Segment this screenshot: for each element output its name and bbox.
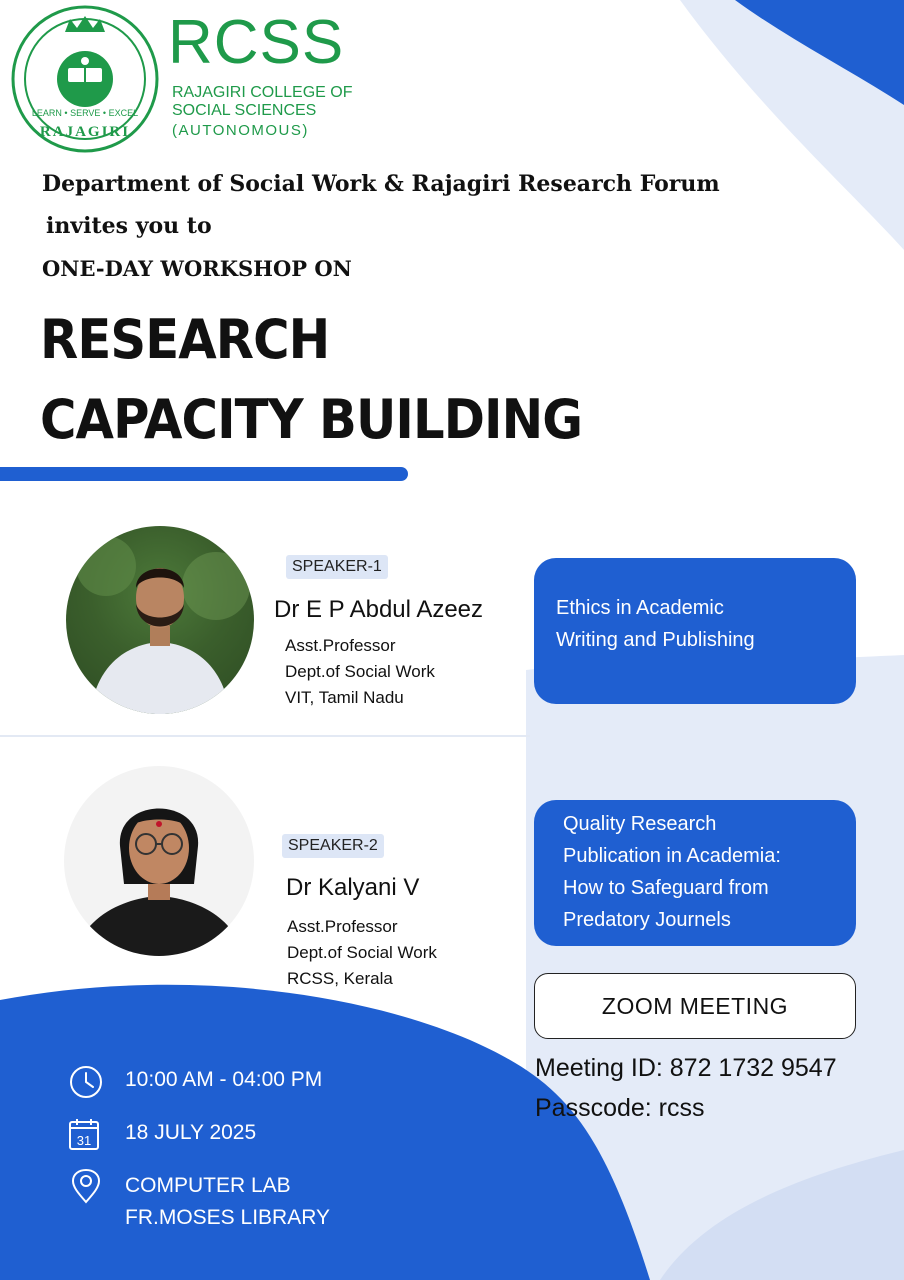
speaker2-name: Dr Kalyani V [286, 874, 420, 901]
topic2-line3: How to Safeguard from [563, 877, 769, 899]
speaker1-name: Dr E P Abdul Azeez [274, 596, 484, 623]
invite-line: invites you to [46, 213, 212, 239]
rajagiri-seal-logo [10, 4, 160, 154]
speaker1-department: Dept.of Social Work [285, 662, 435, 681]
speaker-separator [0, 735, 530, 737]
speaker2-topic-card [534, 800, 856, 946]
meeting-passcode: Passcode: rcss [535, 1094, 705, 1122]
college-short-name: RCSS [168, 8, 345, 77]
headline-divider [0, 467, 408, 481]
topic1-line2: Writing and Publishing [556, 629, 755, 651]
college-name-line1: RAJAGIRI COLLEGE OF [172, 84, 353, 101]
speaker2-department: Dept.of Social Work [287, 943, 437, 962]
speaker2-designation: Asst.Professor [287, 917, 398, 936]
calendar-icon [67, 1116, 103, 1152]
event-time: 10:00 AM - 04:00 PM [125, 1068, 323, 1091]
location-pin-icon [68, 1168, 104, 1204]
speaker2-details [287, 914, 437, 992]
speaker2-tag: SPEAKER-2 [282, 834, 384, 858]
speaker2-photo [64, 766, 254, 956]
speaker1-designation: Asst.Professor [285, 636, 396, 655]
topic2-line1: Quality Research [563, 813, 717, 835]
organizer-line: Department of Social Work & Rajagiri Research Forum [42, 171, 720, 197]
headline-line2: CAPACITY BUILDING [40, 388, 583, 451]
speaker1-avatar [66, 526, 254, 714]
college-name-line2: SOCIAL SCIENCES [172, 102, 317, 119]
seal-motto-text: LEARN • SERVE • EXCEL [31, 108, 139, 118]
topic2-line2: Publication in Academia: [563, 845, 781, 867]
workshop-line: ONE-DAY WORKSHOP ON [42, 256, 352, 281]
speaker1-details [285, 633, 435, 711]
topic1-line1: Ethics in Academic [556, 597, 724, 619]
college-full-name [172, 84, 352, 120]
venue-line1: COMPUTER LAB [125, 1174, 291, 1197]
zoom-meeting-button[interactable]: ZOOM MEETING [534, 973, 856, 1039]
meeting-id: Meeting ID: 872 1732 9547 [535, 1054, 837, 1082]
speaker1-topic-card [534, 558, 856, 704]
event-venue [125, 1170, 330, 1234]
headline-line1: RESEARCH [40, 308, 330, 371]
speaker2-institution: RCSS, Kerala [287, 969, 393, 988]
speaker1-institution: VIT, Tamil Nadu [285, 688, 404, 707]
seal-name-text: RAJAGIRI [39, 124, 131, 140]
topic2-line4: Predatory Journels [563, 909, 731, 931]
speaker1-photo [66, 526, 254, 714]
calendar-day-text: 31 [76, 1133, 92, 1148]
speaker2-avatar [64, 766, 254, 956]
event-date: 18 JULY 2025 [125, 1121, 257, 1144]
clock-icon [68, 1064, 104, 1100]
college-autonomous: (AUTONOMOUS) [172, 122, 309, 139]
venue-line2: FR.MOSES LIBRARY [125, 1206, 330, 1229]
speaker1-tag: SPEAKER-1 [286, 555, 388, 579]
